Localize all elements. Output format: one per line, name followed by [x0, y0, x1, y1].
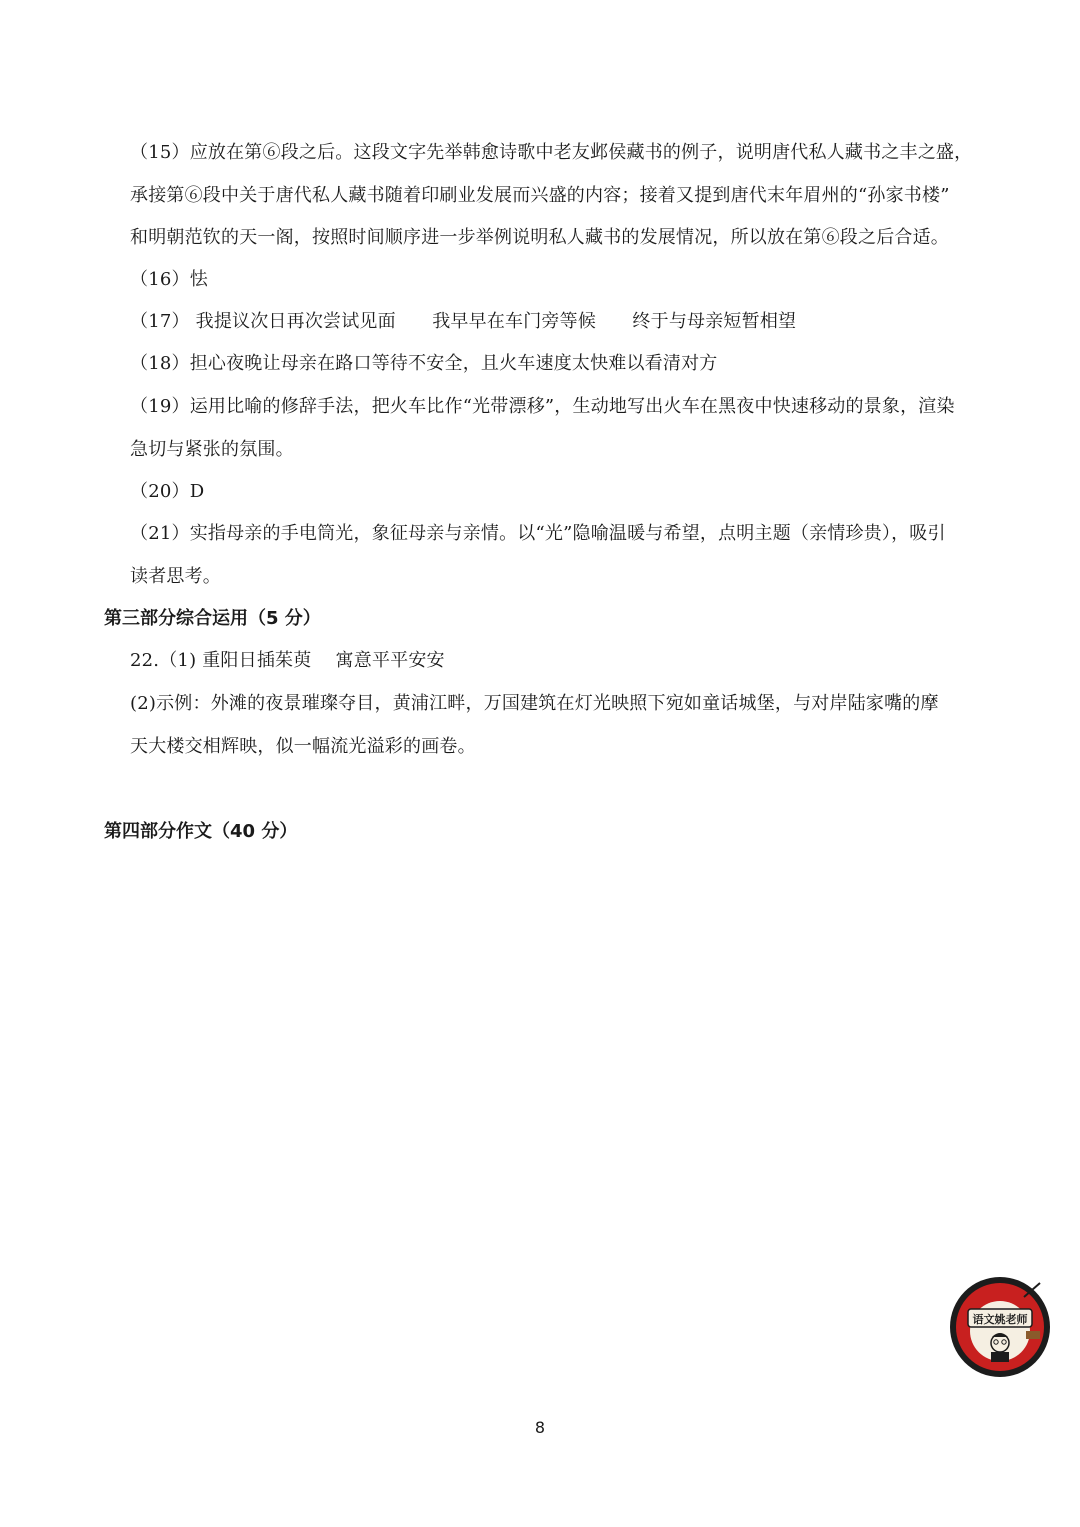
answer-15-line-3: 和明朝范钦的天一阁，按照时间顺序进一步举例说明私人藏书的发展情况，所以放在第⑥段之后合适。 — [130, 227, 949, 248]
answer-21-line-2: 读者思考。 — [130, 566, 221, 587]
answer-22-1: 22.（1) 重阳日插茱萸 寓意平平安安 — [130, 650, 445, 671]
answer-19-line-2: 急切与紧张的氛围。 — [130, 439, 294, 460]
answer-21-line-1: （21）实指母亲的手电筒光，象征母亲与亲情。以“光”隐喻温暖与希望，点明主题（亲情珍贵），吸引 — [130, 523, 946, 544]
answer-22-2-line-2: 天大楼交相辉映，似一幅流光溢彩的画卷。 — [130, 736, 476, 757]
logo-text: 语文姚老师 — [972, 1313, 1028, 1326]
answer-22-2-line-1: (2)示例：外滩的夜景璀璨夺目，黄浦江畔，万国建筑在灯光映照下宛如童话城堡，与对岸陆家嘴的摩 — [130, 693, 939, 714]
answer-19-line-1: （19）运用比喻的修辞手法，把火车比作“光带漂移”，生动地写出火车在黑夜中快速移动的景象，渲染 — [130, 396, 955, 417]
part-4-heading: 第四部分作文（40 分） — [104, 821, 298, 842]
answer-16: （16）怯 — [130, 269, 208, 290]
answer-15-line-1: （15）应放在第⑥段之后。这段文字先举韩愈诗歌中老友邺侯藏书的例子，说明唐代私人藏书之丰之盛， — [130, 142, 973, 163]
answer-20: （20）D — [130, 481, 205, 502]
logo-badge — [948, 1275, 1052, 1379]
logo-body — [991, 1352, 1009, 1362]
page-number: 8 — [534, 1418, 546, 1437]
answer-17: （17） 我提议次日再次尝试见面 我早早在车门旁等候 终于与母亲短暂相望 — [130, 311, 797, 332]
logo-books-icon — [1026, 1331, 1040, 1339]
part-3-heading: 第三部分综合运用（5 分） — [104, 608, 321, 629]
answer-18: （18）担心夜晚让母亲在路口等待不安全，且火车速度太快难以看清对方 — [130, 353, 718, 374]
answer-15-line-2: 承接第⑥段中关于唐代私人藏书随着印刷业发展而兴盛的内容；接着又提到唐代末年眉州的“孙家书楼” — [130, 185, 950, 206]
